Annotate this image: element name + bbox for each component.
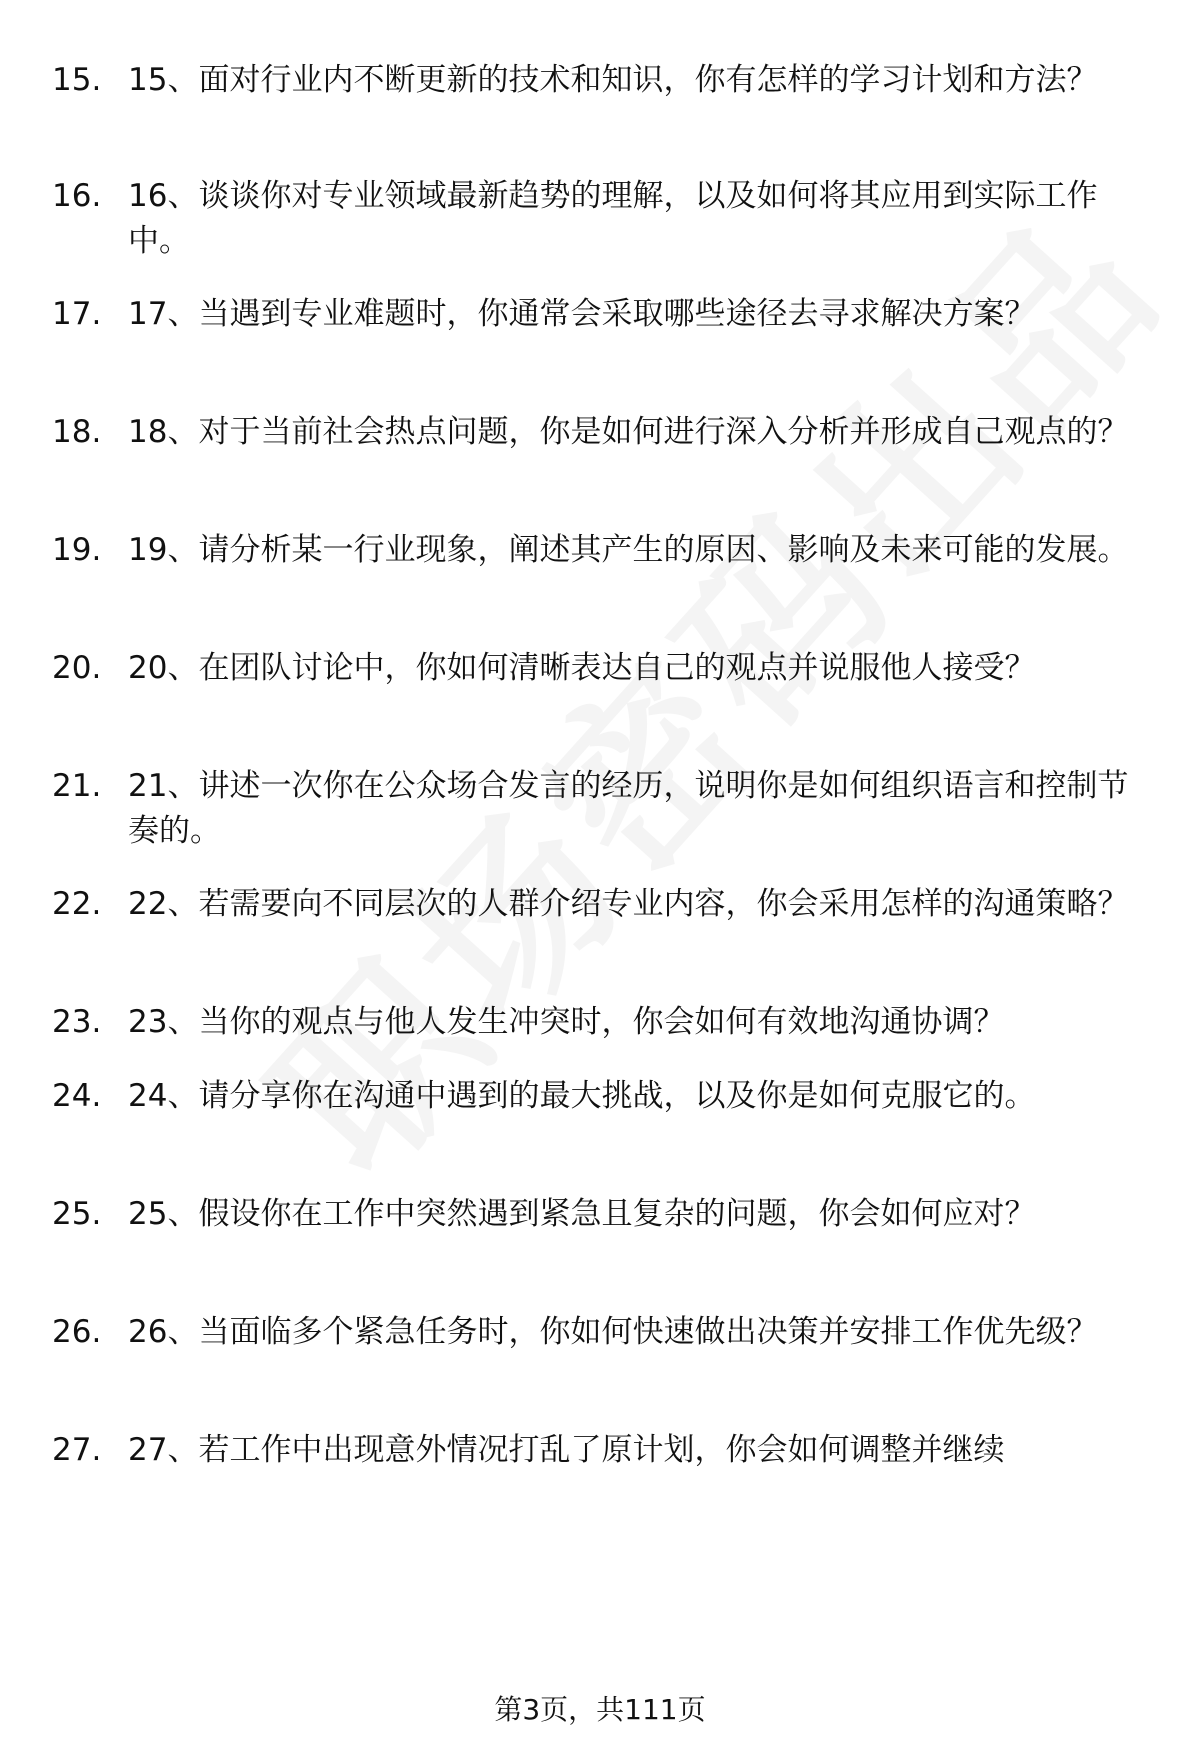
question-text: 17、当遇到专业难题时，你通常会采取哪些途径去寻求解决方案？ — [128, 296, 1036, 332]
question-text: 16、谈谈你对专业领域最新趋势的理解，以及如何将其应用到实际工作中。 — [128, 178, 1098, 259]
question-number: 25. — [52, 1196, 102, 1232]
question-number: 21. — [52, 768, 102, 804]
question-number: 24. — [52, 1078, 102, 1114]
question-text: 27、若工作中出现意外情况打乱了原计划，你会如何调整并继续 — [128, 1432, 1005, 1468]
question-number: 27. — [52, 1432, 102, 1468]
question-text: 26、当面临多个紧急任务时，你如何快速做出决策并安排工作优先级？ — [128, 1314, 1098, 1350]
question-text: 25、假设你在工作中突然遇到紧急且复杂的问题，你会如何应对？ — [128, 1196, 1036, 1232]
question-number: 18. — [52, 414, 102, 450]
question-number: 20. — [52, 650, 102, 686]
question-text: 22、若需要向不同层次的人群介绍专业内容，你会采用怎样的沟通策略？ — [128, 886, 1129, 922]
question-number: 26. — [52, 1314, 102, 1350]
question-number: 23. — [52, 1004, 102, 1040]
question-text: 24、请分享你在沟通中遇到的最大挑战，以及你是如何克服它的。 — [128, 1078, 1036, 1114]
question-text: 15、面对行业内不断更新的技术和知识，你有怎样的学习计划和方法？ — [128, 62, 1098, 98]
question-text: 18、对于当前社会热点问题，你是如何进行深入分析并形成自己观点的？ — [128, 414, 1129, 450]
question-number: 22. — [52, 886, 102, 922]
question-text: 19、请分析某一行业现象，阐述其产生的原因、影响及未来可能的发展。 — [128, 532, 1129, 568]
page-footer: 第3页，共111页 — [494, 1693, 706, 1726]
question-text: 21、讲述一次你在公众场合发言的经历，说明你是如何组织语言和控制节奏的。 — [128, 768, 1129, 849]
question-number: 15. — [52, 62, 102, 98]
question-number: 16. — [52, 178, 102, 214]
question-text: 20、在团队讨论中，你如何清晰表达自己的观点并说服他人接受？ — [128, 650, 1036, 686]
question-number: 17. — [52, 296, 102, 332]
question-number: 19. — [52, 532, 102, 568]
question-text: 23、当你的观点与他人发生冲突时，你会如何有效地沟通协调？ — [128, 1004, 1005, 1040]
